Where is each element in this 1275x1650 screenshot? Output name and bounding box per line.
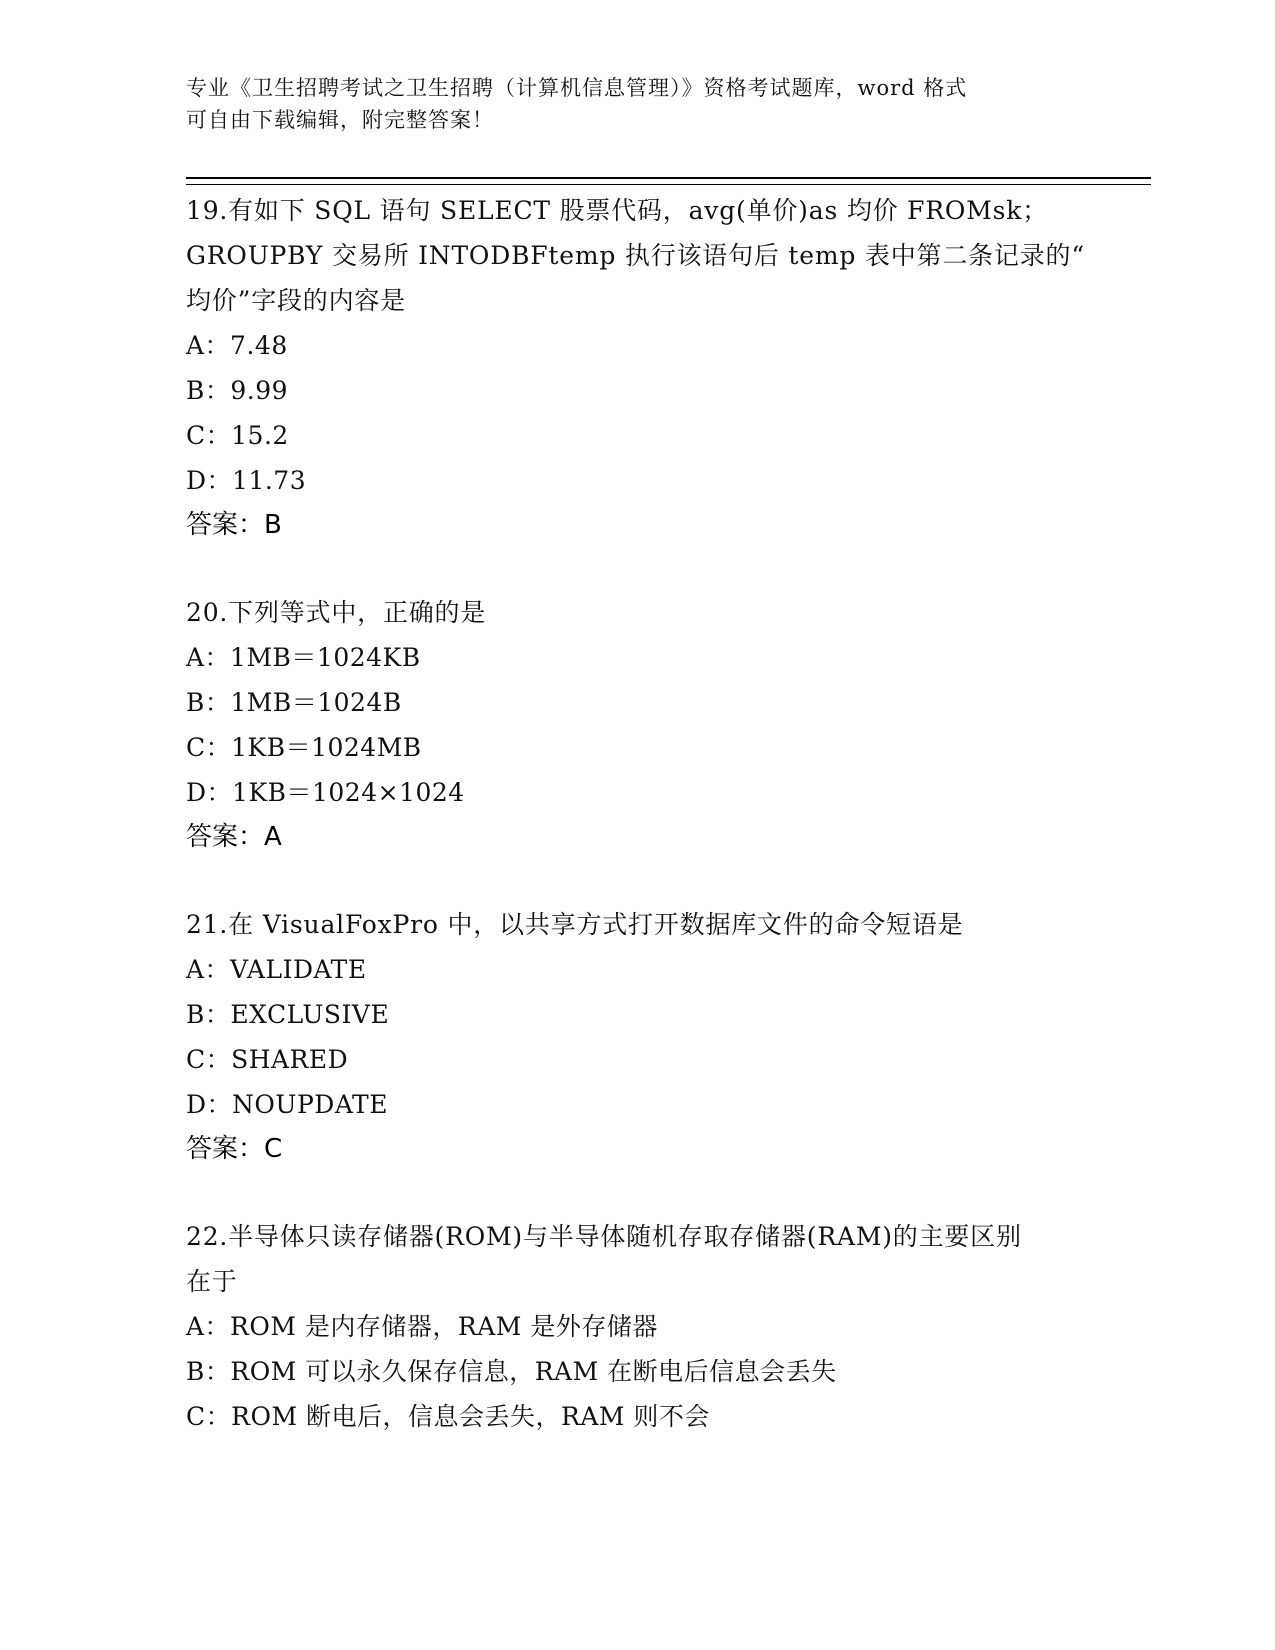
question-list (186, 188, 1086, 1481)
header-divider-thick (186, 177, 1151, 179)
question-text: 22.半导体只读存储器(ROM)与半导体随机存取存储器(RAM)的主要区别 在于 (186, 1222, 1022, 1296)
question-22 (186, 1214, 1086, 1439)
header-divider-thin (186, 184, 1151, 185)
question-21 (186, 902, 1086, 1172)
header-title-line: 专业《卫生招聘考试之卫生招聘（计算机信息管理）》资格考试题库，word 格式 (186, 76, 968, 100)
answer-line: 答案：C (186, 1134, 283, 1164)
option-b: B：EXCLUSIVE (186, 1000, 390, 1029)
document-header (186, 72, 1076, 136)
option-c: C：SHARED (186, 1045, 349, 1074)
question-text: 21.在 VisualFoxPro 中，以共享方式打开数据库文件的命令短语是 (186, 910, 964, 939)
option-c: C：15.2 (186, 421, 289, 450)
header-subtitle-line: 可自由下载编辑，附完整答案！ (186, 108, 494, 132)
option-d: D：1KB＝1024×1024 (186, 778, 465, 807)
option-a: A：7.48 (186, 331, 288, 360)
answer-line: 答案：B (186, 510, 282, 540)
option-b: B：1MB＝1024B (186, 688, 402, 717)
option-c: C：ROM 断电后，信息会丢失，RAM 则不会 (186, 1402, 710, 1431)
option-b: B：9.99 (186, 376, 289, 405)
option-d: D：NOUPDATE (186, 1090, 388, 1119)
option-a: A：VALIDATE (186, 955, 367, 984)
option-a: A：ROM 是内存储器，RAM 是外存储器 (186, 1312, 658, 1341)
option-a: A：1MB＝1024KB (186, 643, 421, 672)
option-c: C：1KB＝1024MB (186, 733, 422, 762)
question-text: 19.有如下 SQL 语句 SELECT 股票代码，avg(单价)as 均价 FROMsk； GROUPBY 交易所 INTODBFtemp 执行该语句后 temp 表中第二条记录的“ 均价”字段的内容是 (186, 196, 1085, 315)
question-text: 20.下列等式中，正确的是 (186, 598, 487, 627)
question-20 (186, 590, 1086, 860)
option-b: B：ROM 可以永久保存信息，RAM 在断电后信息会丢失 (186, 1357, 837, 1386)
option-d: D：11.73 (186, 466, 307, 495)
answer-line: 答案：A (186, 822, 282, 852)
question-19 (186, 188, 1086, 548)
